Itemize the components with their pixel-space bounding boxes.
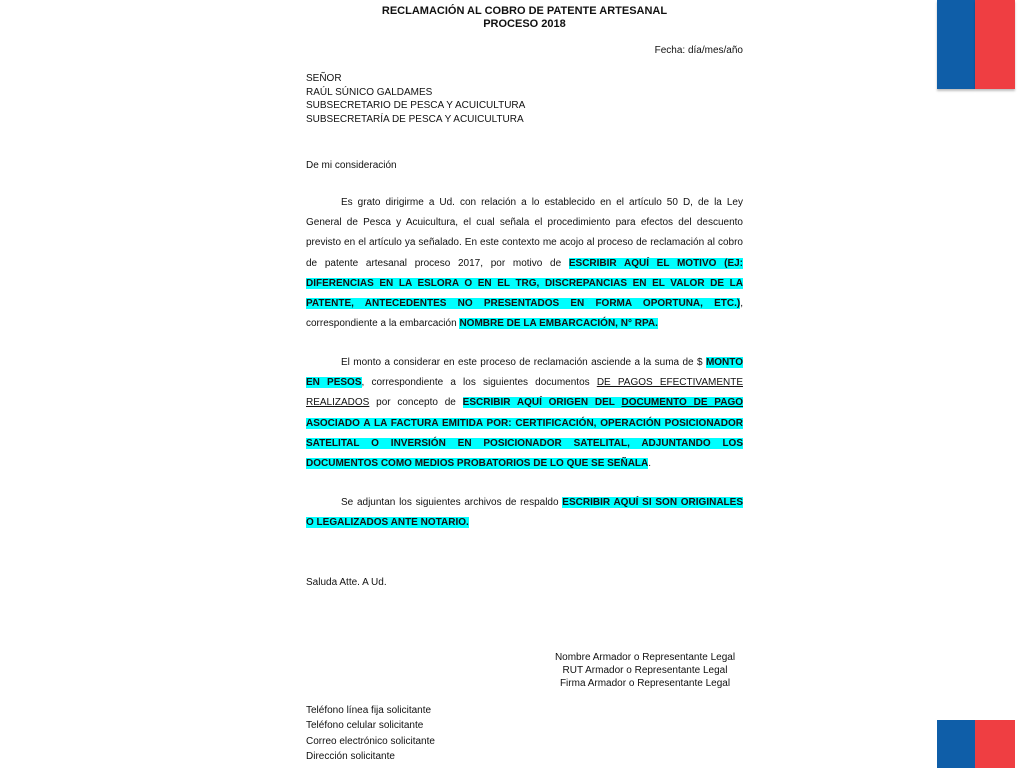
- p2-text: , correspondiente a los siguientes documentos: [361, 377, 597, 389]
- signature-line: Firma Armador o Representante Legal: [559, 678, 731, 689]
- flag-blue-band: [937, 0, 975, 89]
- paragraph-amount: [306, 353, 743, 474]
- p2-text: El monto a considerar en este proceso de reclamación asciende a la suma de $: [341, 357, 706, 368]
- origin-part: ASOCIADO A LA FACTURA EMITIDA POR: CERTIFICACIÓN, OPERACIÓN POSICIONADOR SATELITAL O INVERSIÓN EN POSICIONADOR SATELITAL, ADJUNTANDO LOS DOCUMENTOS COMO MEDIOS PROBATORIOS DE LO QUE SE SEÑALA: [306, 417, 743, 470]
- recipient-line: RAÚL SÚNICO GALDAMES: [306, 86, 433, 98]
- p2-end: .: [648, 458, 652, 470]
- greeting: De mi consideración: [306, 160, 397, 171]
- placeholder-attachments[interactable]: ESCRIBIR AQUÍ SI SON ORIGINALES O LEGALIZADOS ANTE NOTARIO.: [306, 497, 743, 529]
- signature-line: Nombre Armador o Representante Legal: [554, 652, 736, 663]
- p3-text: Se adjuntan los siguientes archivos de respaldo: [341, 497, 563, 508]
- recipient-line: SUBSECRETARIO DE PESCA Y ACUICULTURA: [306, 100, 526, 111]
- contact-line: Teléfono celular solicitante: [306, 720, 424, 732]
- contact-line: Correo electrónico solicitante: [306, 735, 435, 747]
- p2-text: por concepto de: [369, 397, 463, 409]
- placeholder-motive[interactable]: ESCRIBIR AQUÍ EL MOTIVO (EJ: DIFERENCIAS EN LA ESLORA O EN EL TRG, DISCREPANCIAS EN EL VALOR DE LA PATENTE, ANTECEDENTES NO PRESENTADOS EN FORMA OPORTUNA, ETC.): [306, 257, 743, 310]
- chile-flag-stripe-top: [937, 0, 1015, 89]
- chile-flag-stripe-bottom: [937, 720, 1015, 768]
- paragraph-motive: [306, 193, 743, 334]
- placeholder-vessel[interactable]: NOMBRE DE LA EMBARCACIÓN, N° RPA.: [459, 318, 658, 330]
- placeholder-amount[interactable]: MONTO EN PESOS: [306, 357, 743, 389]
- document-title: RECLAMACIÓN AL COBRO DE PATENTE ARTESANAL: [381, 5, 668, 17]
- recipient-line: SEÑOR: [306, 73, 342, 84]
- signature-block: [540, 651, 750, 690]
- paragraph-attachments: [306, 493, 743, 533]
- signature-line: RUT Armador o Representante Legal: [562, 665, 728, 676]
- closing-line: Saluda Atte. A Ud.: [306, 577, 387, 588]
- contact-line: Teléfono línea fija solicitante: [306, 705, 432, 716]
- p1-mid: , correspondiente a la embarcación: [306, 298, 743, 330]
- origin-underlined: DOCUMENTO DE PAGO: [621, 397, 744, 409]
- flag-red-band: [975, 720, 1015, 768]
- contact-line: Dirección solicitante: [306, 751, 395, 763]
- underlined-payments: DE PAGOS EFECTIVAMENTE REALIZADOS: [306, 377, 743, 409]
- origin-part: ESCRIBIR AQUÍ ORIGEN DEL: [462, 397, 622, 409]
- date-line: Fecha: día/mes/año: [654, 45, 743, 56]
- flag-blue-band: [937, 720, 975, 768]
- flag-red-band: [975, 0, 1015, 89]
- recipient-block: [306, 72, 525, 126]
- recipient-line: SUBSECRETARÍA DE PESCA Y ACUICULTURA: [306, 113, 524, 125]
- contact-block: [306, 703, 435, 765]
- p1-text: Es grato dirigirme a Ud. con relación a lo establecido en el artículo 50 D, de la Ley General de Pesca y Acuicultura, el cual señala el procedimiento para efectos del descuento previsto en el artículo ya señalado. En este contexto me acojo al proceso de reclamación al cobro de patente artesanal proceso 2017, por motivo de: [306, 197, 743, 269]
- document-subtitle: PROCESO 2018: [483, 18, 566, 30]
